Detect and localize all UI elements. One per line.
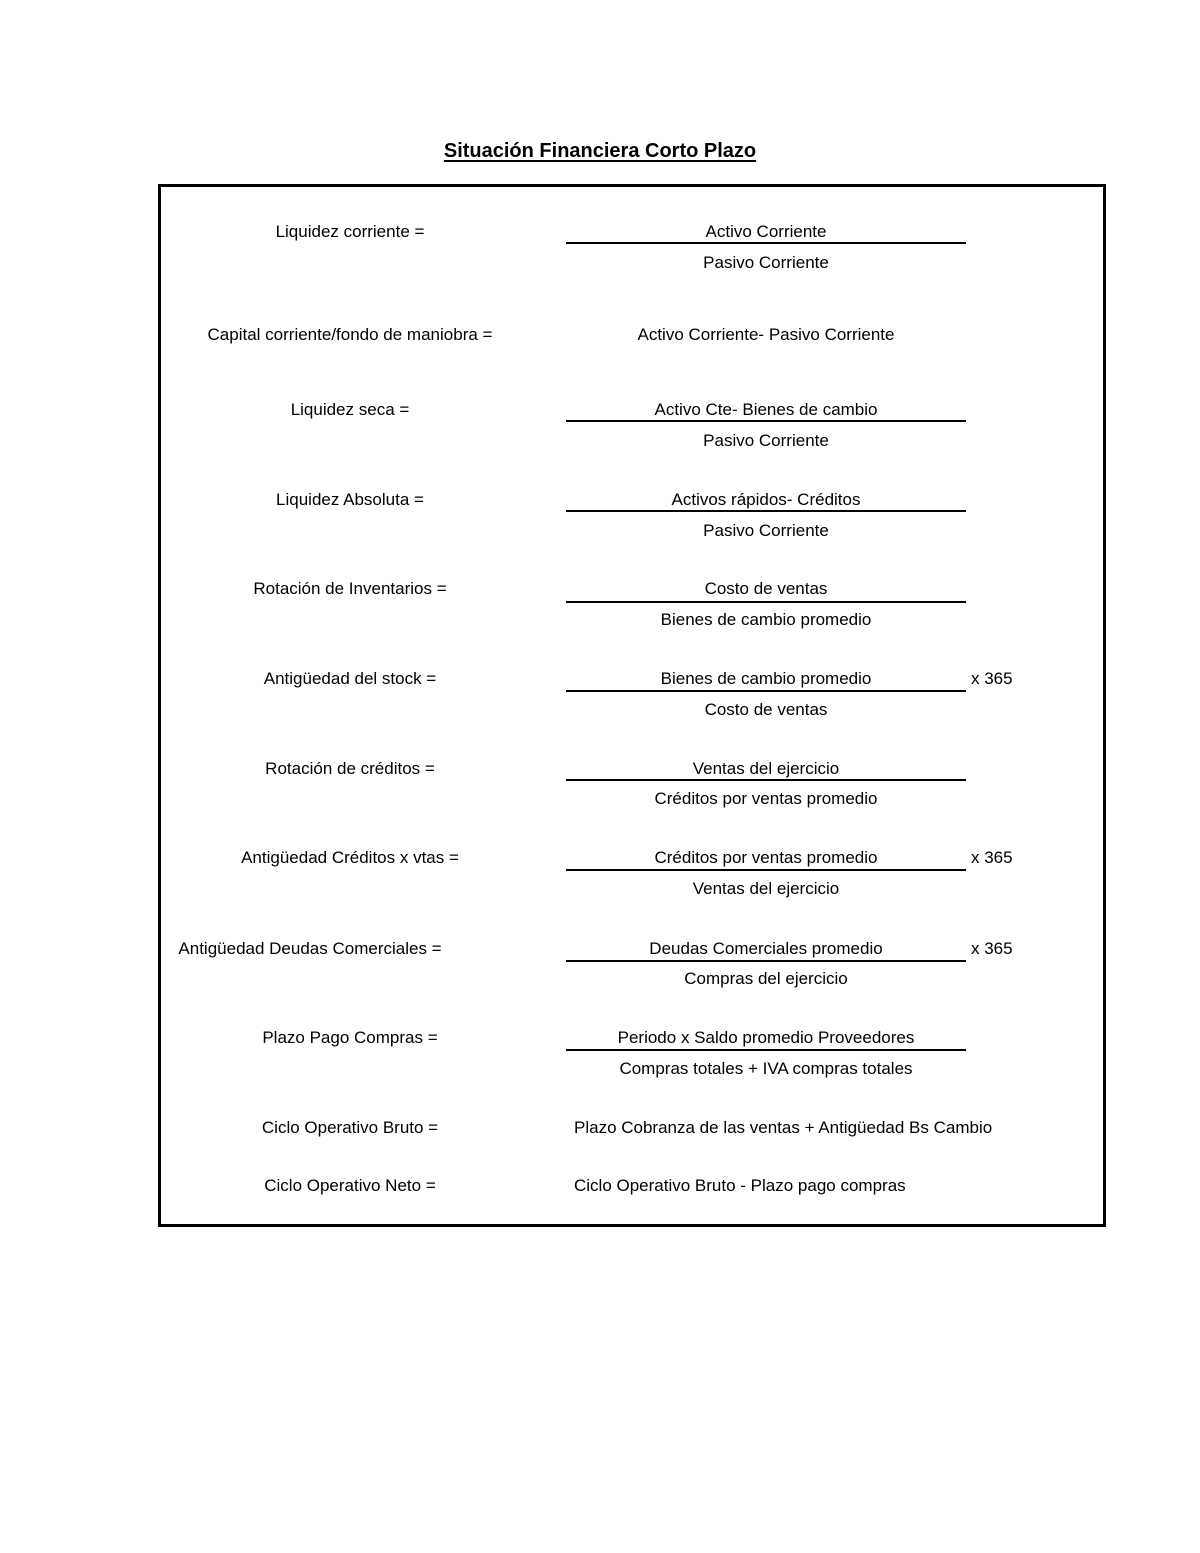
formula-expression: Plazo Cobranza de las ventas + Antigüedad Bs Cambio bbox=[574, 1118, 993, 1137]
formula-label-antiguedad-creditos: Antigüedad Créditos x vtas = bbox=[241, 848, 459, 867]
formula-denominator: Pasivo Corriente bbox=[703, 431, 829, 450]
fraction-bar bbox=[566, 601, 966, 603]
page-title: Situación Financiera Corto Plazo bbox=[443, 140, 757, 162]
formula-label-capital-corriente: Capital corriente/fondo de maniobra = bbox=[207, 325, 493, 344]
fraction-bar bbox=[566, 960, 966, 962]
fraction-bar bbox=[566, 869, 966, 871]
formula-numerator: Periodo x Saldo promedio Proveedores bbox=[617, 1028, 915, 1047]
formula-label-liquidez-absoluta: Liquidez Absoluta = bbox=[276, 490, 424, 509]
formula-denominator: Compras del ejercicio bbox=[684, 969, 848, 988]
formula-label-liquidez-seca: Liquidez seca = bbox=[290, 400, 410, 419]
formula-denominator: Compras totales + IVA compras totales bbox=[619, 1059, 913, 1078]
formula-label-plazo-pago-compras: Plazo Pago Compras = bbox=[262, 1028, 438, 1047]
formula-numerator: Ventas del ejercicio bbox=[692, 759, 840, 778]
formula-denominator: Créditos por ventas promedio bbox=[654, 789, 878, 808]
formula-numerator: Bienes de cambio promedio bbox=[660, 669, 872, 688]
formula-multiplier: x 365 bbox=[971, 939, 1013, 958]
formula-label-antiguedad-deudas: Antigüedad Deudas Comerciales = bbox=[178, 939, 442, 958]
formula-expression: Activo Corriente- Pasivo Corriente bbox=[637, 325, 895, 344]
formula-label-liquidez-corriente: Liquidez corriente = bbox=[275, 222, 425, 241]
formula-numerator: Activo Corriente bbox=[705, 222, 827, 241]
formula-numerator: Deudas Comerciales promedio bbox=[649, 939, 883, 958]
fraction-bar bbox=[566, 779, 966, 781]
formula-numerator: Créditos por ventas promedio bbox=[654, 848, 878, 867]
formula-label-antiguedad-stock: Antigüedad del stock = bbox=[263, 669, 437, 688]
formula-numerator: Costo de ventas bbox=[704, 579, 828, 598]
formula-label-ciclo-neto: Ciclo Operativo Neto = bbox=[264, 1176, 436, 1195]
formula-expression: Ciclo Operativo Bruto - Plazo pago compras bbox=[574, 1176, 906, 1195]
fraction-bar bbox=[566, 420, 966, 422]
formula-multiplier: x 365 bbox=[971, 848, 1013, 867]
formula-label-ciclo-bruto: Ciclo Operativo Bruto = bbox=[261, 1118, 439, 1137]
fraction-bar bbox=[566, 510, 966, 512]
formula-denominator: Ventas del ejercicio bbox=[692, 879, 840, 898]
formula-numerator: Activos rápidos- Créditos bbox=[671, 490, 861, 509]
formula-multiplier: x 365 bbox=[971, 669, 1013, 688]
fraction-bar bbox=[566, 242, 966, 244]
formula-label-rotacion-creditos: Rotación de créditos = bbox=[265, 759, 435, 778]
formula-denominator: Costo de ventas bbox=[704, 700, 828, 719]
formula-label-rotacion-inventarios: Rotación de Inventarios = bbox=[253, 579, 447, 598]
formula-denominator: Bienes de cambio promedio bbox=[660, 610, 872, 629]
formula-numerator: Activo Cte- Bienes de cambio bbox=[654, 400, 878, 419]
formula-denominator: Pasivo Corriente bbox=[703, 253, 829, 272]
formula-denominator: Pasivo Corriente bbox=[703, 521, 829, 540]
fraction-bar bbox=[566, 690, 966, 692]
fraction-bar bbox=[566, 1049, 966, 1051]
